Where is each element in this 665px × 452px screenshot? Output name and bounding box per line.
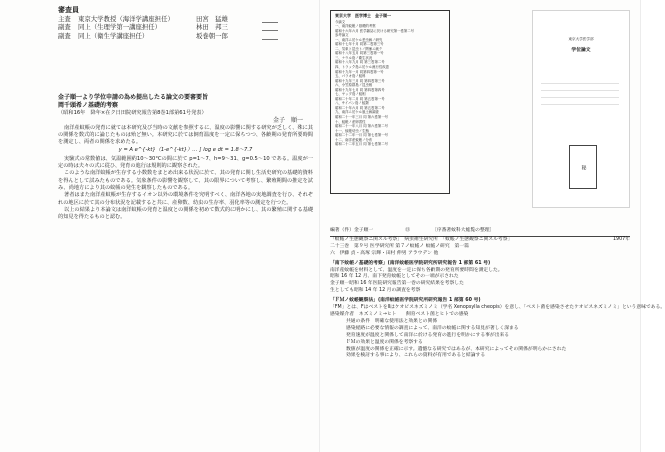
reference-text: 「蚊帳ノ生態観察ニ関スル考察」 病虫衛生研究所 「蚊帳ノ生態観察ニ関スル考察」 <box>330 236 513 242</box>
purpose-item: 共通の条件 明確な使用法と効果との関係 <box>346 318 438 324</box>
toc-entry: 昭和十八年九月 同 第三巻第二号 <box>335 60 385 65</box>
document-cover <box>532 10 630 208</box>
examiner-role: 副査 <box>58 23 71 32</box>
toc-entry: 昭和十九年三月 同 第四巻第三号 <box>335 78 385 83</box>
table-of-contents <box>330 10 450 194</box>
right-header-page: ⑬ <box>405 228 410 233</box>
examiner-affiliation: 東京大学教授（海洋学講座担任） <box>78 14 174 23</box>
toc-entry: 四、トラック島ニ於ケル流行性疾患 <box>335 65 390 70</box>
section-list <box>330 260 665 319</box>
section-line: 感染媒介者 ネズミノミ→ヒト 飼育ベスト菌とヒトでの感染 <box>330 311 469 317</box>
toc-entry: 昭和二十一年三月 同 第六巻第一号 <box>335 115 389 120</box>
section-line: 南洋産蚊帳を材料として、温度を一定に保ち各齢期の発育所要時間を測定した。 <box>330 267 503 273</box>
toc-entry: 昭和二十年六月 同 第五巻第二号 <box>335 105 385 110</box>
purpose-item: 感染経路に必要な情報の調査によって、南洋の蚊帳に関する知見が著しく深まる <box>346 325 519 331</box>
reference-line <box>330 244 630 251</box>
examiner-role: 主査 <box>58 14 71 23</box>
examiner-name: 田宮 猛雄 <box>196 14 228 23</box>
cover-label-box: 秘 <box>569 145 597 189</box>
toc-heading: 東京大学 医学博士 金子順一 <box>335 13 391 18</box>
toc-entry: 昭和十八年五月 同第三巻第一号 <box>335 51 384 56</box>
summary-subtitle: 岡千頭希ノ基礎的考察 <box>58 102 119 109</box>
thesis-summary <box>58 94 313 221</box>
purpose-list <box>346 319 630 360</box>
toc-entry: 一、南洋蚊帳ノ基礎的考察 <box>335 24 376 29</box>
summary-title: 金子順一より学位申請の為め提出したる論文の要審要旨 <box>58 94 209 101</box>
toc-entry: 昭和二十二年五月 同 第七巻第二号 <box>335 142 389 147</box>
signature-seal <box>262 32 278 40</box>
purpose-item: ＦＭの効果と温度の関係を考察する <box>346 339 423 345</box>
toc-entry: 十二、南洋産蚊帳ノ分布 <box>335 137 373 142</box>
toc-entry: 九、南洋ニ於ケル風土病調査 <box>335 110 379 115</box>
right-document-page <box>320 0 665 452</box>
section-line: 生としても昭和 14 年 12 月の調査を考察 <box>330 288 421 294</box>
summary-paragraph: 南洋産蚊帳の発育に就ては本研究及び当時の文献を参照するに、温度の影響に関する研究が乏しく、殊に其の関係を数式的に論じたものは殆ど無い。本研究に於ては飼育温度を一定に保ちつつ、各齢期の発育所要時間を測定し、両者の関係を求めたる。 <box>58 124 313 146</box>
summary-paragraph: このような南洋蚊帳が生存する小数数をまとめ出来る状況に於て、其の発育に関し生活史研究の基礎的資料を得んとして試みたものである。気象条件の影響を観察して、其の限界について考察し、繁殖期間の推定を試み、尚地方により其の蚊帳の発生を観察したものである。 <box>58 170 313 191</box>
toc-entry: 参考論文 <box>335 33 349 38</box>
examiner-affiliation: 同上（生理学第一講座担任） <box>78 23 162 32</box>
toc-entry: 八、サイパン島ノ蚊類 <box>335 101 369 106</box>
toc-entry: 一、南洋ニ於ケル恙虫病ノ研究 <box>335 37 383 42</box>
toc-entry: 昭和二十年二月 同 第五巻第一号 <box>335 96 385 101</box>
toc-entry: 昭和二十一年八月 同 第六巻第二号 <box>335 124 389 129</box>
toc-entry: 昭和十九年一月 同第四巻第一号 <box>335 69 384 74</box>
section-title: 「南下蚊帳ノ基礎的考察」(南洋蚊帳医学院研究所研究報告 1 部第 61 号) <box>330 260 491 266</box>
left-document-page <box>0 0 320 452</box>
section-line: 昭和 16 年 12 月、南下発育蚊帳としてその一端が示された <box>330 274 459 280</box>
examiners-block <box>58 6 308 40</box>
purpose-item: 効果を検討する事により、これらの資料が有用であると結論する <box>346 353 486 359</box>
examiner-name: 林田 邦三 <box>196 23 228 32</box>
toc-entries <box>335 20 445 147</box>
summary-author: 金子 順一 <box>272 117 303 125</box>
summary-formula: y = A e^{-kt}（1-e^{-kt}）... ∫ log e dt = 1.8～7.7 <box>118 147 253 154</box>
summary-paragraph: 実験式の常数値は、気温範囲約10～30°Cの間に於て p=1～7、h=9～31、g=0.5～10 である。温度が一定の時は夫々の式に従ひ、発育の進行は規則的に観察された。 <box>58 155 313 170</box>
purpose-item: 数値が温度の関係を正確に示す。遺憾なる研究ではあるが、本研究によってその関係が明らかにされた <box>346 346 567 352</box>
right-header-note: 〔序番著蚊科大総覧の整理〕 <box>432 228 495 233</box>
signature-seal <box>262 23 278 31</box>
examiner-row <box>58 15 308 24</box>
toc-entry: 十、蚊帳ノ産卵習性 <box>335 119 366 124</box>
section-line: 「FM」とは、FはベストをⅡはケオピスネズミノミ（学名 Xenopsylla cheopis）を意し、「ベスト菌を感染させたケオピスネズミノミ」という意味である。 <box>330 305 665 311</box>
summary-paragraph: 以上の結果より本論文は南洋蚊帳の発育と温度との関係を初めて数式的に明かにし、其の繁殖に関する基礎的知見を得たるものと認む。 <box>58 206 314 221</box>
examiners-heading: 審査員 <box>58 6 79 14</box>
toc-entry: 昭和十七年十月 同第二巻第三号 <box>335 42 384 47</box>
summary-paragraph: 著者はまた南洋産蚊帳が生存するイオン以外の環境条件を究明すべく、南洋各地の実地調査を行ひ、それぞれの地区に於て其の分布状況を記載すると共に、産卵数、幼虫の生存率、羽化率等の測定を行つた。 <box>58 192 313 206</box>
toc-entry: 今論文 <box>335 19 346 24</box>
reference-line <box>330 251 630 258</box>
examiner-affiliation: 同上（衛生学講座担任） <box>78 31 149 40</box>
right-header-author: 編著（件）金子順一 <box>330 228 374 233</box>
reference-line <box>330 237 630 244</box>
signature-seal <box>262 15 278 23</box>
examiner-row <box>58 23 308 32</box>
cover-title: 学位論文 <box>571 48 591 53</box>
reference-text: 二十三巻 第９号 医学研究所 第７ノ蚊帳ノ 蚊帳ノ研究 第一篇 <box>330 243 469 249</box>
summary-source: （昭和16年 降年×在ク日田院研究報告第8巻1部第61号発表） <box>58 110 207 116</box>
purpose-item: 発育速度が温度と関係して南洋に於ける発育の進行を明かにする事が出来る <box>346 332 510 338</box>
examiner-row <box>58 32 308 41</box>
right-header <box>330 228 630 237</box>
toc-entry: 昭和十六年六月 医学雑誌に於ける研究第一巻第二号 <box>335 28 415 33</box>
reference-list <box>330 237 630 258</box>
toc-entry: 昭和二十二年一月 同 第七巻第一号 <box>335 133 389 138</box>
reference-year: 1907年 <box>612 236 630 242</box>
toc-entry: 十一、蚊帳幼虫ノ生態 <box>335 128 369 133</box>
cover-rules <box>541 77 619 105</box>
toc-entry: 六、小笠原群島ノ昆虫相 <box>335 83 373 88</box>
toc-entry: 三、ナウル島ノ衛生状況 <box>335 55 373 60</box>
toc-entry: 昭和十九年七月 同 第四巻第四号 <box>335 87 385 92</box>
reference-text: 六 伊藤 貞・高塚 宗輝・田村 伸男 アラウデン 他 <box>330 250 439 256</box>
cover-top-text: 東京大学医学部 <box>568 37 594 41</box>
toc-entry: 七、ヤップ島ノ蚊相 <box>335 92 366 97</box>
toc-entry: 二、気象ト昆虫トノ関係ニ就テ <box>335 46 383 51</box>
section-title: 「ＦＭノ蚊帳観察法」(南洋蚊帳医学院研究所研究報告 1 部第 60 号) <box>330 298 481 304</box>
toc-entry: 五、パラオ島ノ蚊科 <box>335 74 366 79</box>
examiner-name: 坂巻朝一郎 <box>196 31 228 40</box>
right-body-text <box>330 228 665 360</box>
section-line: 金子順一昭和 16 年医院研究報告第一巻の研究結果を考察した <box>330 281 464 287</box>
examiner-role: 副査 <box>58 31 71 40</box>
